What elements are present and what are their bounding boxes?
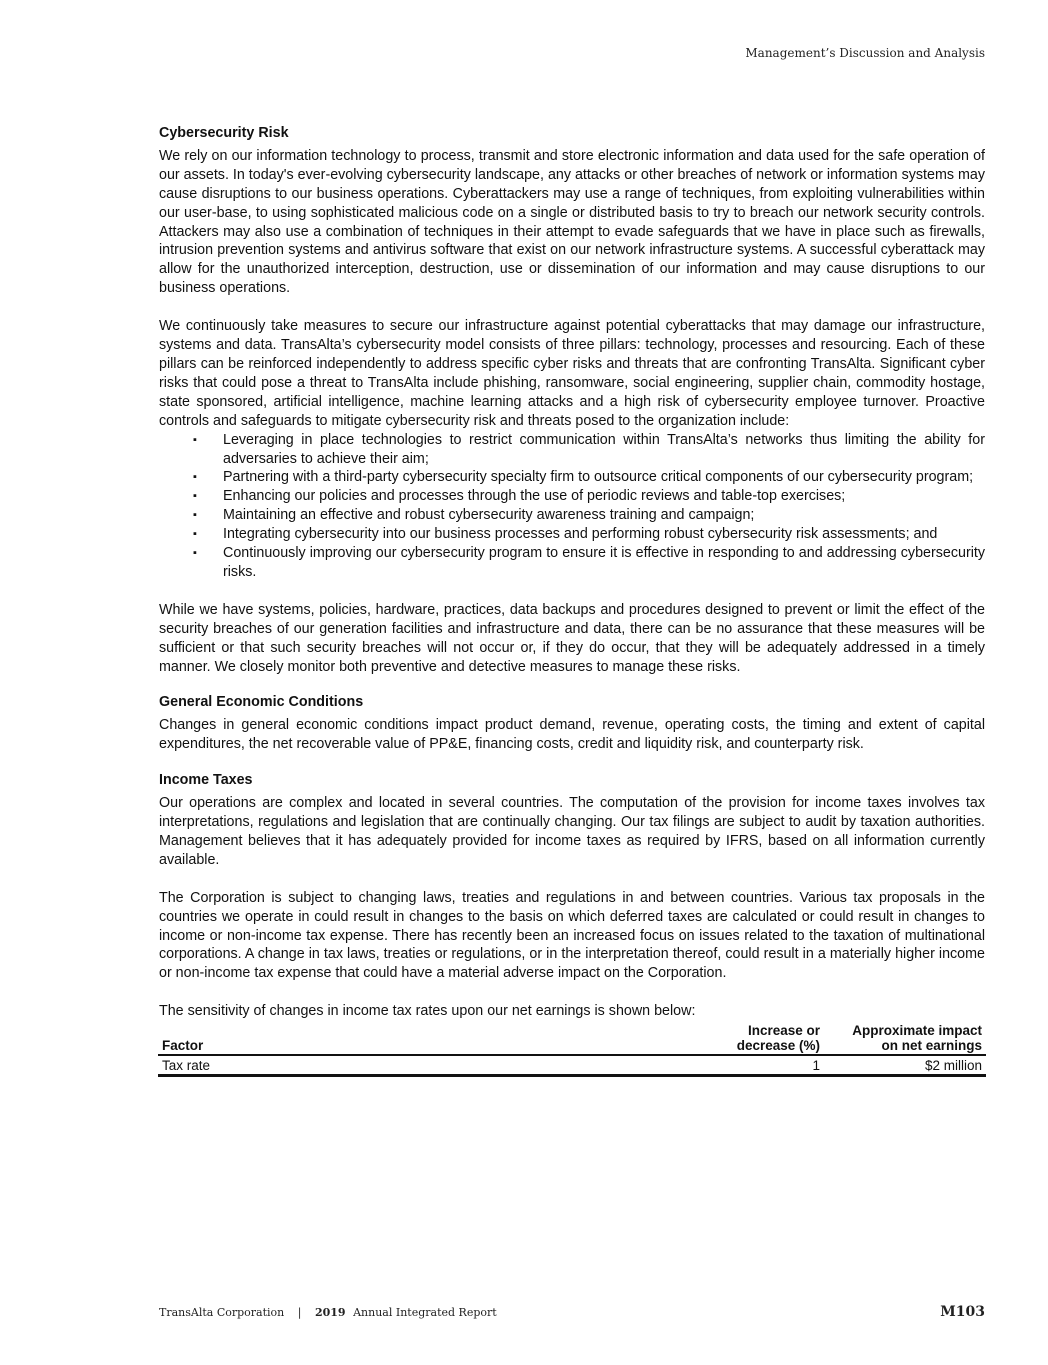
footer-company: TransAlta Corporation bbox=[159, 1306, 285, 1319]
list-item: ▪ Enhancing our policies and processes through the use of periodic reviews and table-top exercises; bbox=[193, 488, 846, 505]
economic-conditions-paragraph: Changes in general economic conditions impact product demand, revenue, operating costs, the timing and extent of capital expenditures, the net recoverable value of PP&E, financing costs, credit and liquidity risk, and counterparty risk. bbox=[159, 717, 985, 753]
list-item: ▪ Leveraging in place technologies to restrict communication within TransAlta’s networks thus limiting the ability for adversaries to achieve their aim; bbox=[193, 431, 985, 467]
list-item: ▪ Integrating cybersecurity into our business processes and performing robust cybersecurity risk assessments; and bbox=[193, 526, 938, 543]
economic-conditions-section bbox=[159, 693, 985, 754]
bullet-icon: ▪ bbox=[193, 490, 197, 503]
table-header-row bbox=[158, 1023, 986, 1055]
sensitivity-intro: The sensitivity of changes in income tax rates upon our net earnings is shown below: bbox=[159, 1003, 696, 1020]
bullet-icon: ▪ bbox=[193, 471, 197, 484]
main-content bbox=[159, 124, 985, 1077]
tax-sensitivity-table bbox=[158, 1023, 986, 1077]
page-footer bbox=[159, 1306, 985, 1319]
bullet-icon: ▪ bbox=[193, 433, 197, 446]
cell-change: 1 bbox=[666, 1055, 824, 1076]
list-item: ▪ Continuously improving our cybersecurity program to ensure it is effective in responding to and addressing cybersecurity risks. bbox=[193, 545, 985, 580]
header-factor: Factor bbox=[158, 1023, 666, 1055]
income-taxes-paragraph-2: The Corporation is subject to changing laws, treaties and regulations in and between countries. Various tax proposals in the countries we operate in could result in changes to the basis on which deferred taxes are calculated or could result in changes to income or non-income tax expense. There has recently been an increased focus on issues related to the taxation of multinational corporations. A change in tax laws, treaties or regulations, or in the interpretation thereof, could result in a materially higher income or non-income tax expense that could have a material adverse impact on the Corporation. bbox=[159, 889, 985, 982]
table-row bbox=[158, 1055, 986, 1076]
header-change: Increase or decrease (%) bbox=[666, 1023, 824, 1055]
header-impact: Approximate impact on net earnings bbox=[824, 1023, 986, 1055]
footer-year: 2019 bbox=[314, 1306, 346, 1319]
cybersecurity-section bbox=[159, 124, 985, 676]
cybersecurity-heading: Cybersecurity Risk bbox=[159, 125, 289, 141]
income-taxes-heading: Income Taxes bbox=[159, 772, 253, 789]
cell-factor: Tax rate bbox=[158, 1055, 666, 1076]
cybersecurity-paragraph-2: We continuously take measures to secure our infrastructure against potential cyberattacks that may damage our infrastructure, systems and data. TransAlta’s cybersecurity model consists of three pillars: technology, processes and resourcing. Each of these pillars can be reinforced independently to address specific cyber risks and threats that are confronting TransAlta. Significant cyber risks that could pose a threat to TransAlta include phishing, ransomware, social engineering, supplier chain, commodity hostage, state sponsored, artificial intelligence, machine learning attacks and a high risk of cybersecurity employee turnover. Proactive controls and safeguards to mitigate cybersecurity risk and threats posed to the organization include: bbox=[159, 318, 985, 429]
income-taxes-section bbox=[159, 771, 985, 1077]
footer-report-title: Annual Integrated Report bbox=[353, 1306, 497, 1319]
cell-impact: $2 million bbox=[824, 1055, 986, 1076]
income-taxes-paragraph-1: Our operations are complex and located in several countries. The computation of the provision for income taxes involves tax interpretations, regulations and legislation that are continually changing. Our tax filings are subject to audit by taxation authorities. Management believes that it has adequately provided for income taxes as required by IFRS, based on all information currently available. bbox=[159, 795, 985, 868]
list-item: ▪ Partnering with a third-party cybersecurity specialty firm to outsource critical components of our cybersecurity program; bbox=[193, 469, 974, 486]
page-number: M103 bbox=[940, 1304, 985, 1320]
footer-separator: | bbox=[297, 1306, 302, 1319]
bullet-icon: ▪ bbox=[193, 528, 197, 541]
bullet-icon: ▪ bbox=[193, 509, 197, 522]
cybersecurity-paragraph-1: We rely on our information technology to process, transmit and store electronic information and data used for the safe operation of our assets. In today's ever-evolving cybersecurity landscape, any attacks or other breaches of network or information systems may cause disruptions to our business operations. Cyberattackers may use a range of techniques, from exploiting vulnerabilities within our user-base, to using sophisticated malicious code on a single or distributed basis to try to breach our network security controls. Attackers may also use a combination of techniques in their attempt to evade safeguards that we have in place such as firewalls, intrusion prevention systems and antivirus software that exist on our network infrastructure systems. A successful cyberattack may allow for the unauthorized interception, destruction, use or dissemination of our information and may cause disruptions to our business operations. bbox=[159, 147, 985, 297]
bullet-icon: ▪ bbox=[193, 547, 197, 560]
economic-conditions-heading: General Economic Conditions bbox=[159, 694, 364, 711]
cybersecurity-paragraph-3: While we have systems, policies, hardware, practices, data backups and procedures designed to prevent or limit the effect of the security breaches of our generation facilities and infrastructure and data, there can be no assurance that these measures will be sufficient or that such security breaches will not occur or, if they do occur, that they will be adequately addressed in a timely manner. We closely monitor both preventive and detective measures to manage these risks. bbox=[159, 601, 985, 675]
running-header: Management’s Discussion and Analysis bbox=[745, 46, 985, 60]
list-item: ▪ Maintaining an effective and robust cybersecurity awareness training and campaign; bbox=[193, 507, 755, 524]
cybersecurity-controls-list bbox=[159, 431, 985, 582]
